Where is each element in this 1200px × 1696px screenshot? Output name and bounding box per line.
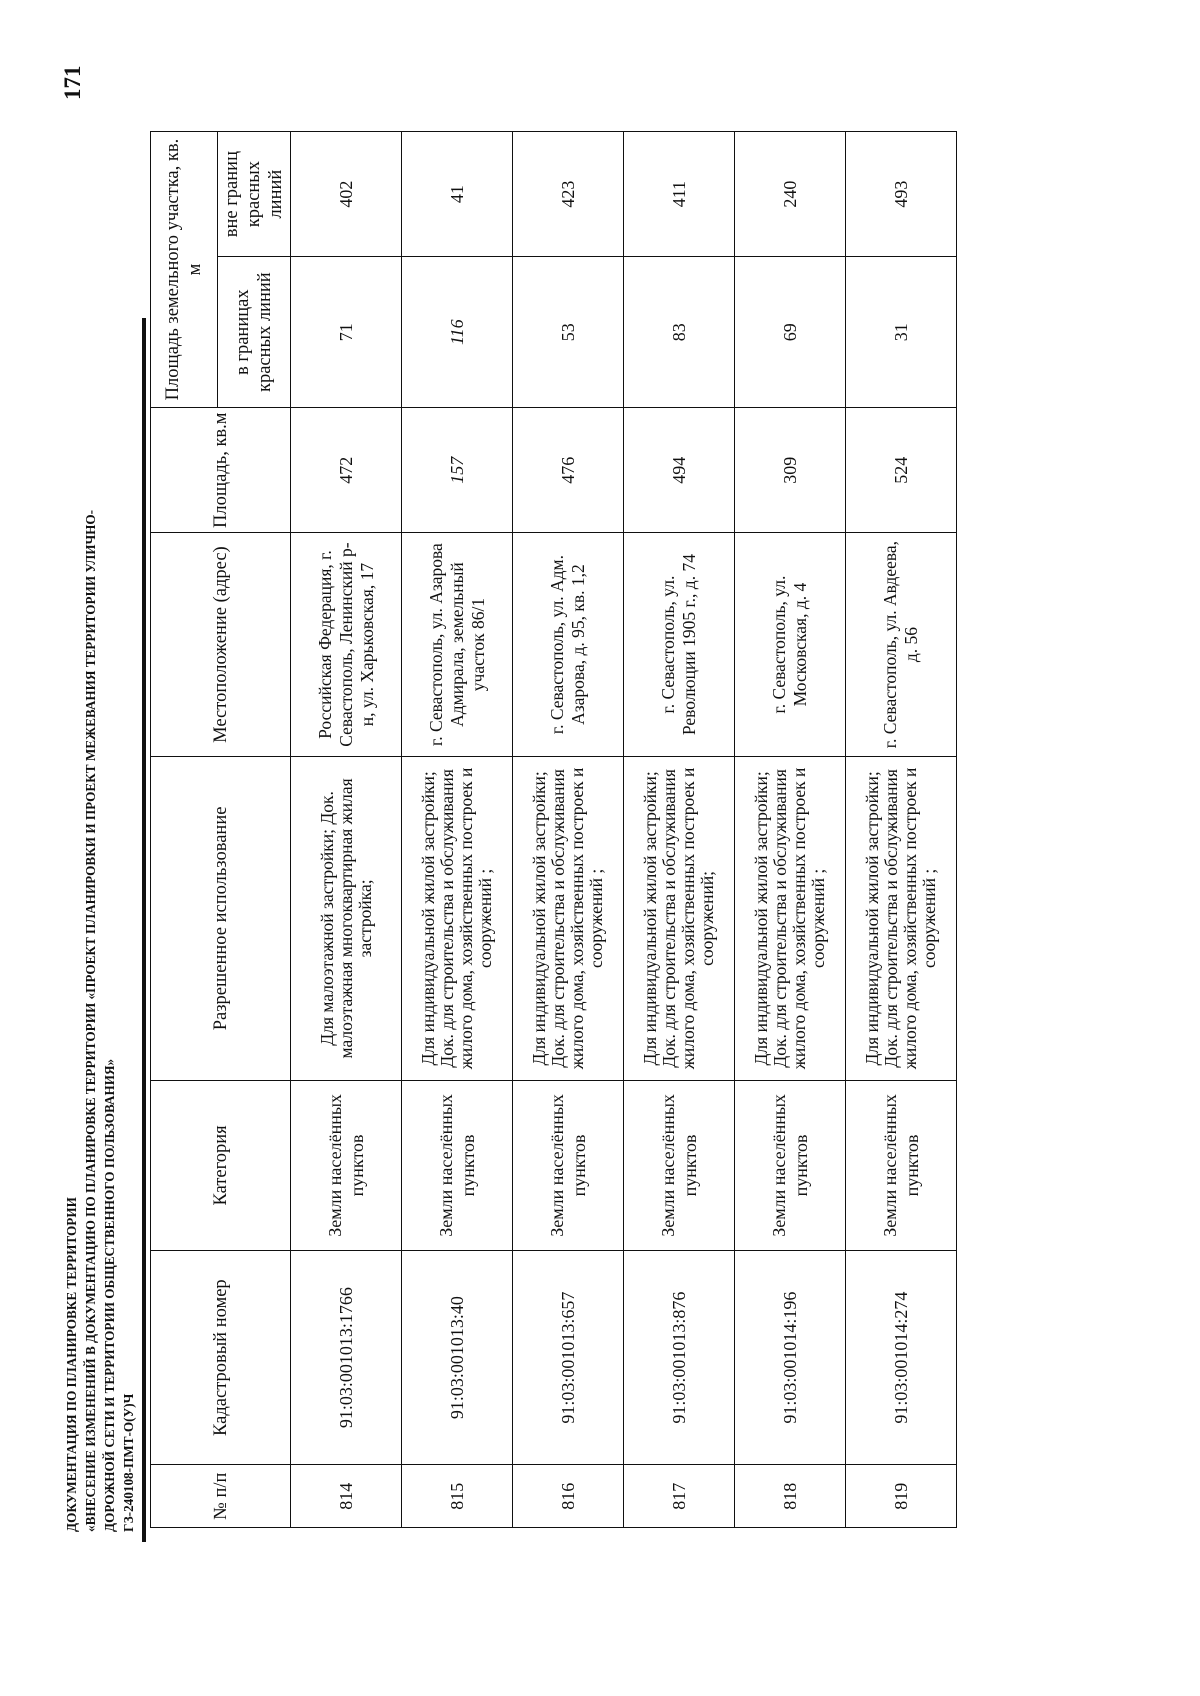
cell-outside-red-lines: 423 — [513, 132, 624, 257]
cell-category: Земли населённых пунктов — [513, 1080, 624, 1250]
col-header-num: № п/п — [151, 1465, 291, 1528]
cell-location: Российская Федерация, г. Севастополь, Ленинский р-н, ул. Харьковская, 17 — [291, 533, 402, 757]
header-rule — [142, 318, 146, 1542]
cell-num: 816 — [513, 1465, 624, 1528]
cell-category: Земли населённых пунктов — [624, 1080, 735, 1250]
cell-cadastral: 91:03:001013:657 — [513, 1250, 624, 1465]
cell-inside-red-lines: 71 — [291, 257, 402, 408]
table-row — [735, 132, 846, 1528]
table-body — [291, 132, 957, 1528]
cell-category: Земли населённых пунктов — [846, 1080, 957, 1250]
cell-location: г. Севастополь, ул. Адм. Азарова, д. 95, кв. 1,2 — [513, 533, 624, 757]
table-row — [291, 132, 402, 1528]
cell-outside-red-lines: 240 — [735, 132, 846, 257]
cell-location: г. Севастополь, ул. Авдеева, д. 56 — [846, 533, 957, 757]
land-plot-table — [150, 131, 957, 1528]
cell-inside-red-lines: 69 — [735, 257, 846, 408]
cell-area: 157 — [402, 408, 513, 533]
cell-location: г. Севастополь, ул. Азарова Адмирала, земельный участок 86/1 — [402, 533, 513, 757]
cell-cadastral: 91:03:001013:876 — [624, 1250, 735, 1465]
table-header — [151, 132, 291, 1528]
col-header-location: Местоположение (адрес) — [151, 533, 291, 757]
cell-area: 524 — [846, 408, 957, 533]
header-line: ДОКУМЕНТАЦИЯ ПО ПЛАНИРОВКЕ ТЕРРИТОРИИ — [64, 1197, 79, 1532]
cell-inside-red-lines: 116 — [402, 257, 513, 408]
document-header — [62, 432, 138, 1532]
cell-category: Земли населённых пунктов — [291, 1080, 402, 1250]
cell-inside-red-lines: 83 — [624, 257, 735, 408]
col-header-permitted-use: Разрешенное использование — [151, 756, 291, 1080]
cell-permitted-use: Для индивидуальной жилой застройки; Док. для строительства и обслуживания жилого дома, хозяйственных построек и сооружений ; — [846, 756, 957, 1080]
col-header-land-area-group: Площадь земельного участка, кв. м — [151, 132, 218, 408]
cell-cadastral: 91:03:001014:196 — [735, 1250, 846, 1465]
cell-num: 819 — [846, 1465, 957, 1528]
cell-num: 815 — [402, 1465, 513, 1528]
header-line: ГЗ-240108-ПМТ-О(У)Ч — [121, 1393, 136, 1532]
cell-area: 476 — [513, 408, 624, 533]
cell-category: Земли населённых пунктов — [735, 1080, 846, 1250]
cell-area: 472 — [291, 408, 402, 533]
cell-outside-red-lines: 493 — [846, 132, 957, 257]
col-header-category: Категория — [151, 1080, 291, 1250]
cell-location: г. Севастополь, ул. Московская, д. 4 — [735, 533, 846, 757]
table-row — [846, 132, 957, 1528]
cell-inside-red-lines: 31 — [846, 257, 957, 408]
cell-inside-red-lines: 53 — [513, 257, 624, 408]
page-number: 171 — [60, 65, 85, 100]
cell-location: г. Севастополь, ул. Революции 1905 г., д. 74 — [624, 533, 735, 757]
cell-permitted-use: Для индивидуальной жилой застройки; Док. для строительства и обслуживания жилого дома, хозяйственных построек и сооружений ; — [402, 756, 513, 1080]
header-line: «ВНЕСЕНИЕ ИЗМЕНЕНИЙ В ДОКУМЕНТАЦИЮ ПО ПЛАНИРОВКЕ ТЕРРИТОРИИ «ПРОЕКТ ПЛАНИРОВКИ И ПРОЕКТ МЕЖЕВАНИЯ ТЕРРИТОРИИ УЛИЧНО- — [83, 509, 98, 1532]
cell-permitted-use: Для малоэтажной застройки; Док. малоэтажная многоквартирная жилая застройка; — [291, 756, 402, 1080]
col-header-outside-red-lines: вне границ красных линий — [218, 132, 291, 257]
cell-cadastral: 91:03:001014:274 — [846, 1250, 957, 1465]
cell-permitted-use: Для индивидуальной жилой застройки; Док. для строительства и обслуживания жилого дома, хозяйственных построек и сооружений ; — [513, 756, 624, 1080]
col-header-inside-red-lines: в границах красных линий — [218, 257, 291, 408]
header-line: ДОРОЖНОЙ СЕТИ И ТЕРРИТОРИИ ОБЩЕСТВЕННОГО ПОЛЬЗОВАНИЯ» — [102, 1058, 117, 1532]
cell-num: 818 — [735, 1465, 846, 1528]
cell-cadastral: 91:03:001013:1766 — [291, 1250, 402, 1465]
cell-area: 494 — [624, 408, 735, 533]
table-row — [624, 132, 735, 1528]
table-row — [402, 132, 513, 1528]
col-header-area: Площадь, кв.м — [151, 408, 291, 533]
cell-permitted-use: Для индивидуальной жилой застройки; Док. для строительства и обслуживания жилого дома, хозяйственных построек и сооружений ; — [735, 756, 846, 1080]
cell-num: 817 — [624, 1465, 735, 1528]
table-row — [513, 132, 624, 1528]
cell-num: 814 — [291, 1465, 402, 1528]
cell-permitted-use: Для индивидуальной жилой застройки; Док. для строительства и обслуживания жилого дома, хозяйственных построек и сооружений; — [624, 756, 735, 1080]
cell-category: Земли населённых пунктов — [402, 1080, 513, 1250]
cell-cadastral: 91:03:001013:40 — [402, 1250, 513, 1465]
cell-outside-red-lines: 402 — [291, 132, 402, 257]
cell-area: 309 — [735, 408, 846, 533]
col-header-cadastral: Кадастровый номер — [151, 1250, 291, 1465]
cell-outside-red-lines: 41 — [402, 132, 513, 257]
cell-outside-red-lines: 411 — [624, 132, 735, 257]
